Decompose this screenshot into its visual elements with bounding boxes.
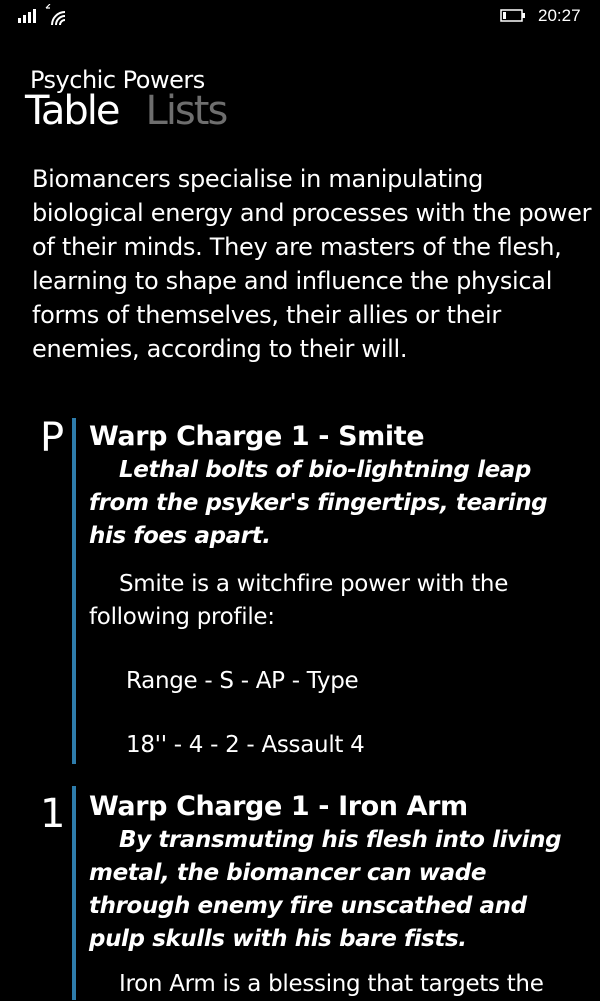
- power-entry-smite: [0, 415, 600, 768]
- tab-table[interactable]: Table: [25, 88, 119, 134]
- power-rules: Smite is a witchfire power with the following profile:: [89, 571, 509, 630]
- power-name: Warp Charge 1 - Iron Arm: [89, 791, 468, 822]
- status-time: 20:27: [538, 6, 581, 25]
- tab-lists[interactable]: Lists: [145, 88, 227, 134]
- power-marker: 1: [40, 791, 66, 837]
- power-accent-bar: [72, 786, 76, 1000]
- power-body: [89, 790, 589, 1001]
- signal-icon: [18, 9, 40, 23]
- power-entry-iron-arm: [0, 786, 600, 1000]
- pivot-header: [25, 88, 248, 142]
- power-flavor: Lethal bolts of bio-lightning leap from the psyker's fingertips, tearing his foes apart.: [89, 457, 548, 549]
- battery-icon: [500, 9, 526, 22]
- wifi-icon: [44, 4, 70, 26]
- power-name: Warp Charge 1 - Smite: [89, 421, 425, 452]
- profile-header: Range - S - AP - Type: [126, 668, 359, 694]
- power-body: [89, 420, 589, 762]
- power-marker: P: [40, 415, 65, 461]
- status-bar: [0, 0, 600, 34]
- power-accent-bar: [72, 418, 76, 764]
- intro-text: Biomancers specialise in manipulating biological energy and processes with the power of their minds. They are masters of the flesh, learning to shape and influence the physical forms of themselves, their allies or their enemies, according to their will.: [32, 165, 592, 363]
- power-rules: Iron Arm is a blessing that targets the: [119, 971, 544, 997]
- power-flavor: By transmuting his flesh into living metal, the biomancer can wade through enemy fire unscathed and pulp skulls with his bare fists.: [89, 827, 562, 952]
- profile-values: 18'' - 4 - 2 - Assault 4: [126, 732, 365, 758]
- app-title: Psychic Powers: [30, 66, 205, 94]
